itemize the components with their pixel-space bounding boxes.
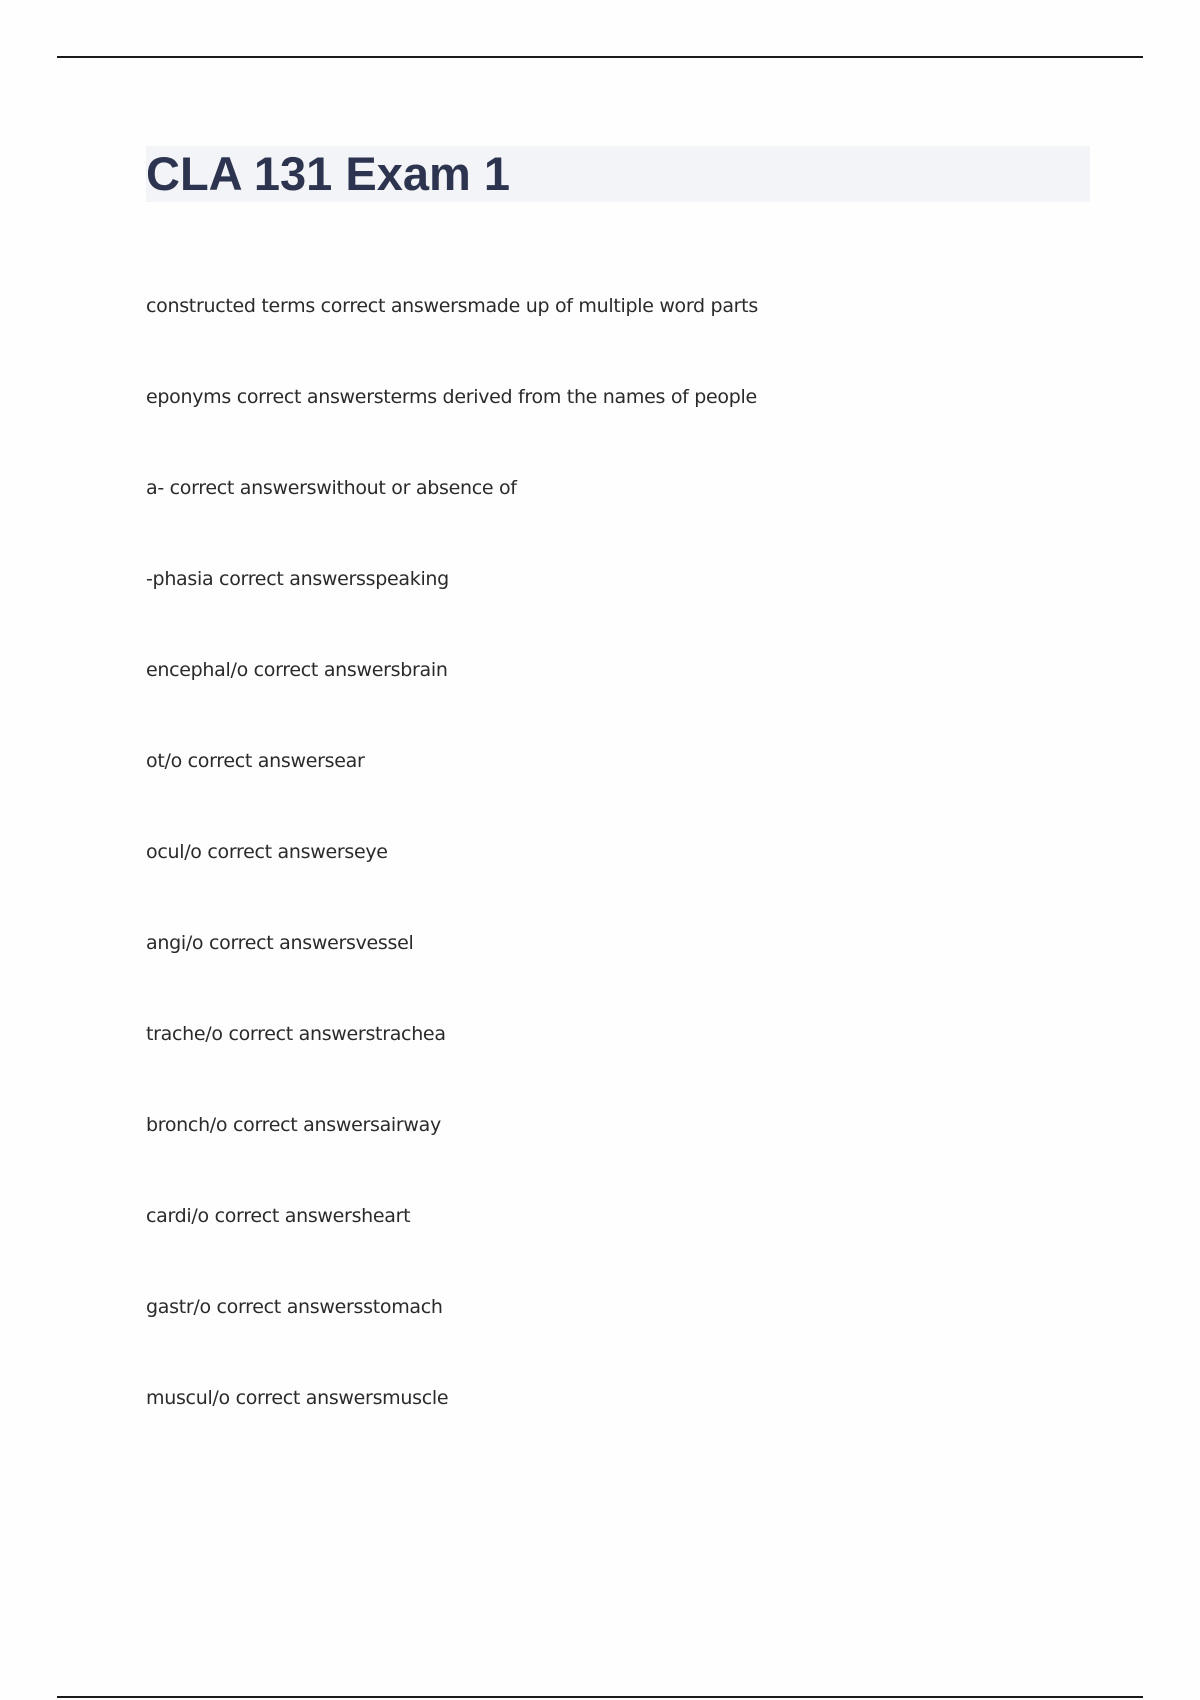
bottom-rule [57,1696,1143,1698]
list-item: gastr/o correct answersstomach [146,1296,443,1318]
list-item: encephal/o correct answersbrain [146,659,448,681]
list-item: muscul/o correct answersmuscle [146,1387,449,1409]
list-item: angi/o correct answersvessel [146,932,414,954]
page-title: CLA 131 Exam 1 [146,147,510,200]
list-item: a- correct answerswithout or absence of [146,477,517,499]
list-item: constructed terms correct answersmade up of multiple word parts [146,295,758,317]
list-item: eponyms correct answersterms derived from the names of people [146,386,757,408]
list-item: ot/o correct answersear [146,750,365,772]
flashcard-list [146,284,758,1467]
list-item: cardi/o correct answersheart [146,1205,411,1227]
list-item: -phasia correct answersspeaking [146,568,449,590]
list-item: trache/o correct answerstrachea [146,1023,446,1045]
top-rule [57,56,1143,58]
list-item: bronch/o correct answersairway [146,1114,441,1136]
list-item: ocul/o correct answerseye [146,841,388,863]
